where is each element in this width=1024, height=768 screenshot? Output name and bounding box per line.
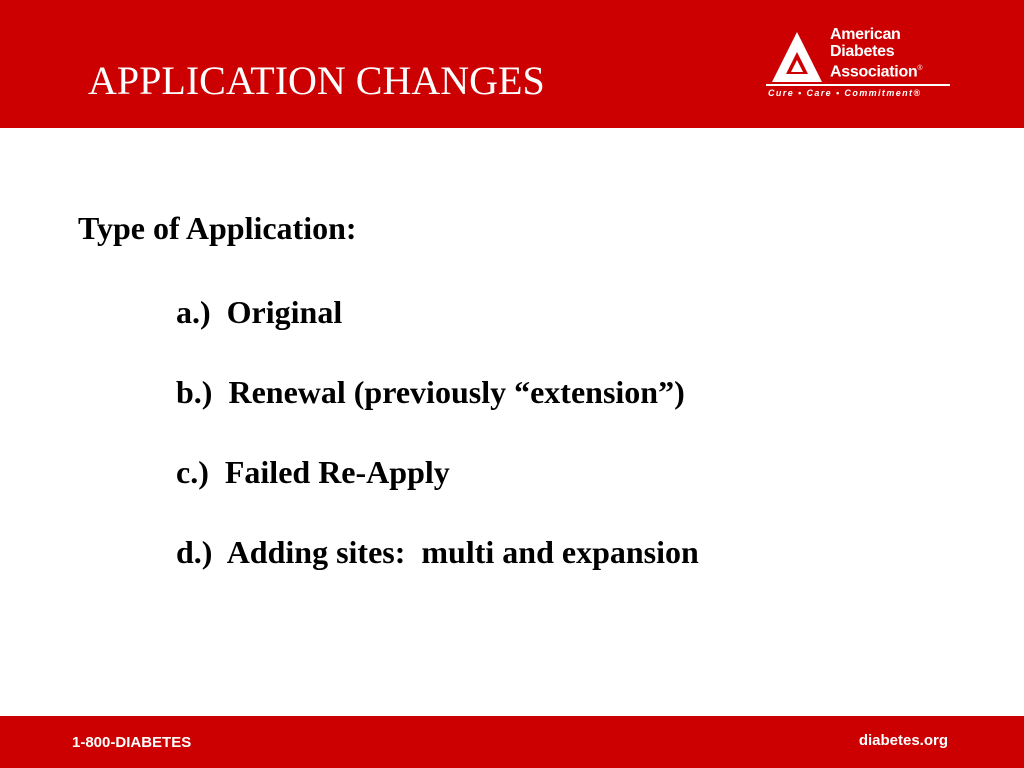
list-item: c.) Failed Re-Apply [176, 454, 450, 490]
footer-phone: 1-800-DIABETES [72, 734, 192, 751]
slide-content [0, 128, 1024, 716]
logo-line-1: American [830, 26, 901, 43]
logo-wordmark [830, 26, 922, 80]
ada-logo [762, 24, 952, 104]
footer-website-link[interactable]: diabetes.org [858, 732, 948, 749]
header-band [0, 0, 1024, 128]
application-type-list [176, 292, 699, 612]
slide-title: APPLICATION CHANGES [88, 58, 545, 103]
logo-tagline: Cure • Care • Commitment® [768, 88, 922, 98]
section-heading: Type of Application: [78, 210, 357, 246]
ada-triangle-logo-icon [770, 30, 824, 84]
logo-divider [766, 84, 950, 86]
list-item: b.) Renewal (previously “extension”) [176, 374, 685, 410]
logo-line-3 [830, 60, 922, 80]
registered-mark: ® [917, 65, 923, 72]
logo-line-2: Diabetes [830, 43, 895, 60]
footer-band [0, 716, 1024, 768]
logo-line-3-text: Association [830, 63, 918, 81]
list-item: a.) Original [176, 294, 343, 330]
list-item: d.) Adding sites: multi and expansion [176, 534, 699, 570]
